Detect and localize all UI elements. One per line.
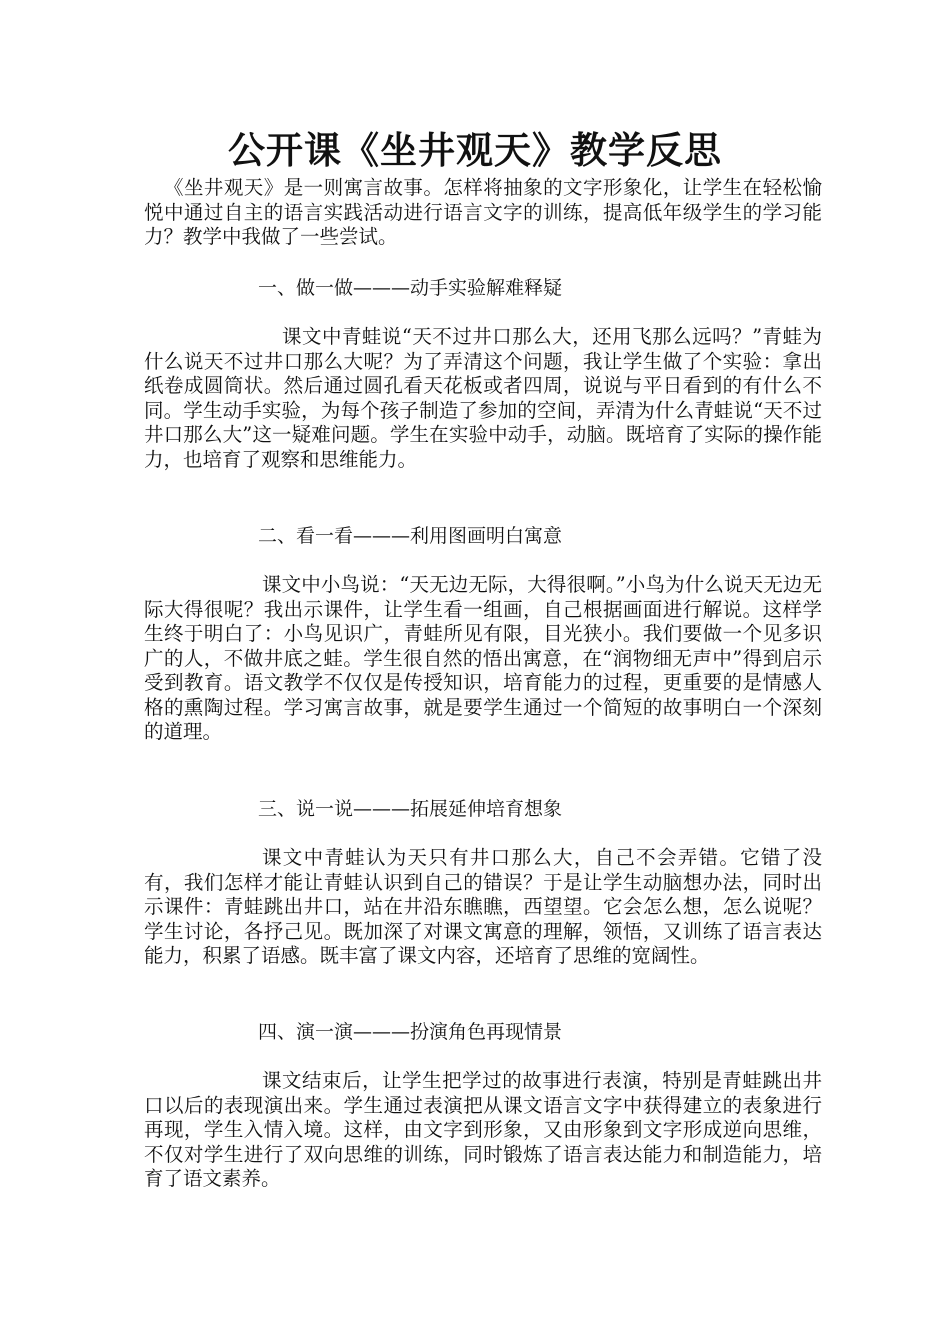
section-body-2: 课文中小鸟说：“天无边无际，大得很啊。”小鸟为什么说天无边无际大得很呢？我出示课件，让学生看一组画，自己根据画面进行解说。这样学生终于明白了：小鸟见识广，青蛙所见有限，目光狭小。我们要做一个见多识广的人，不做井底之蛙。学生很自然的悟出寓意，在“润物细无声中”得到启示受到教育。语文教学不仅仅是传授知识，培育能力的过程，更重要的是情感人格的熏陶过程。学习寓言故事，就是要学生通过一个简短的故事明白一个深刻的道理。 — [144, 573, 822, 743]
section-body-3: 课文中青蛙认为天只有井口那么大，自己不会弄错。它错了没有，我们怎样才能让青蛙认识到自己的错误？于是让学生动脑想办法，同时出示课件：青蛙跳出井口，站在井沿东瞧瞧，西望望。它会怎么想，怎么说呢？学生讨论，各抒己见。既加深了对课文寓意的理解，领悟，又训练了语言表达能力，积累了语感。既丰富了课文内容，还培育了思维的宽阔性。 — [144, 846, 822, 967]
section-heading-1: 一、做一做———动手实验解难释疑 — [258, 277, 563, 299]
section-heading-2: 二、看一看———利用图画明白寓意 — [258, 525, 563, 547]
section-heading-4: 四、演一演———扮演角色再现情景 — [258, 1021, 563, 1043]
section-body-1: 课文中青蛙说“天不过井口那么大，还用飞那么远吗？”青蛙为什么说天不过井口那么大呢？为了弄清这个问题，我让学生做了个实验：拿出纸卷成圆筒状。然后通过圆孔看天花板或者四周，说说与平日看到的有什么不同。学生动手实验，为每个孩子制造了参加的空间，弄清为什么青蛙说“天不过井口那么大”这一疑难问题。学生在实验中动手，动脑。既培育了实际的操作能力，也培育了观察和思维能力。 — [144, 325, 822, 471]
section-heading-3: 三、说一说———拓展延伸培育想象 — [258, 798, 563, 820]
page-title: 公开课《坐井观天》教学反思 — [228, 128, 722, 172]
intro-paragraph: 《坐井观天》是一则寓言故事。怎样将抽象的文字形象化，让学生在轻松愉悦中通过自主的语言实践活动进行语言文字的训练，提高低年级学生的学习能力？教学中我做了一些尝试。 — [144, 176, 822, 248]
section-body-4: 课文结束后，让学生把学过的故事进行表演，特别是青蛙跳出井口以后的表现演出来。学生通过表演把从课文语言文字中获得建立的表象进行再现，学生入情入境。这样，由文字到形象，又由形象到文字形成逆向思维，不仅对学生进行了双向思维的训练，同时锻炼了语言表达能力和制造能力，培育了语文素养。 — [144, 1069, 822, 1190]
